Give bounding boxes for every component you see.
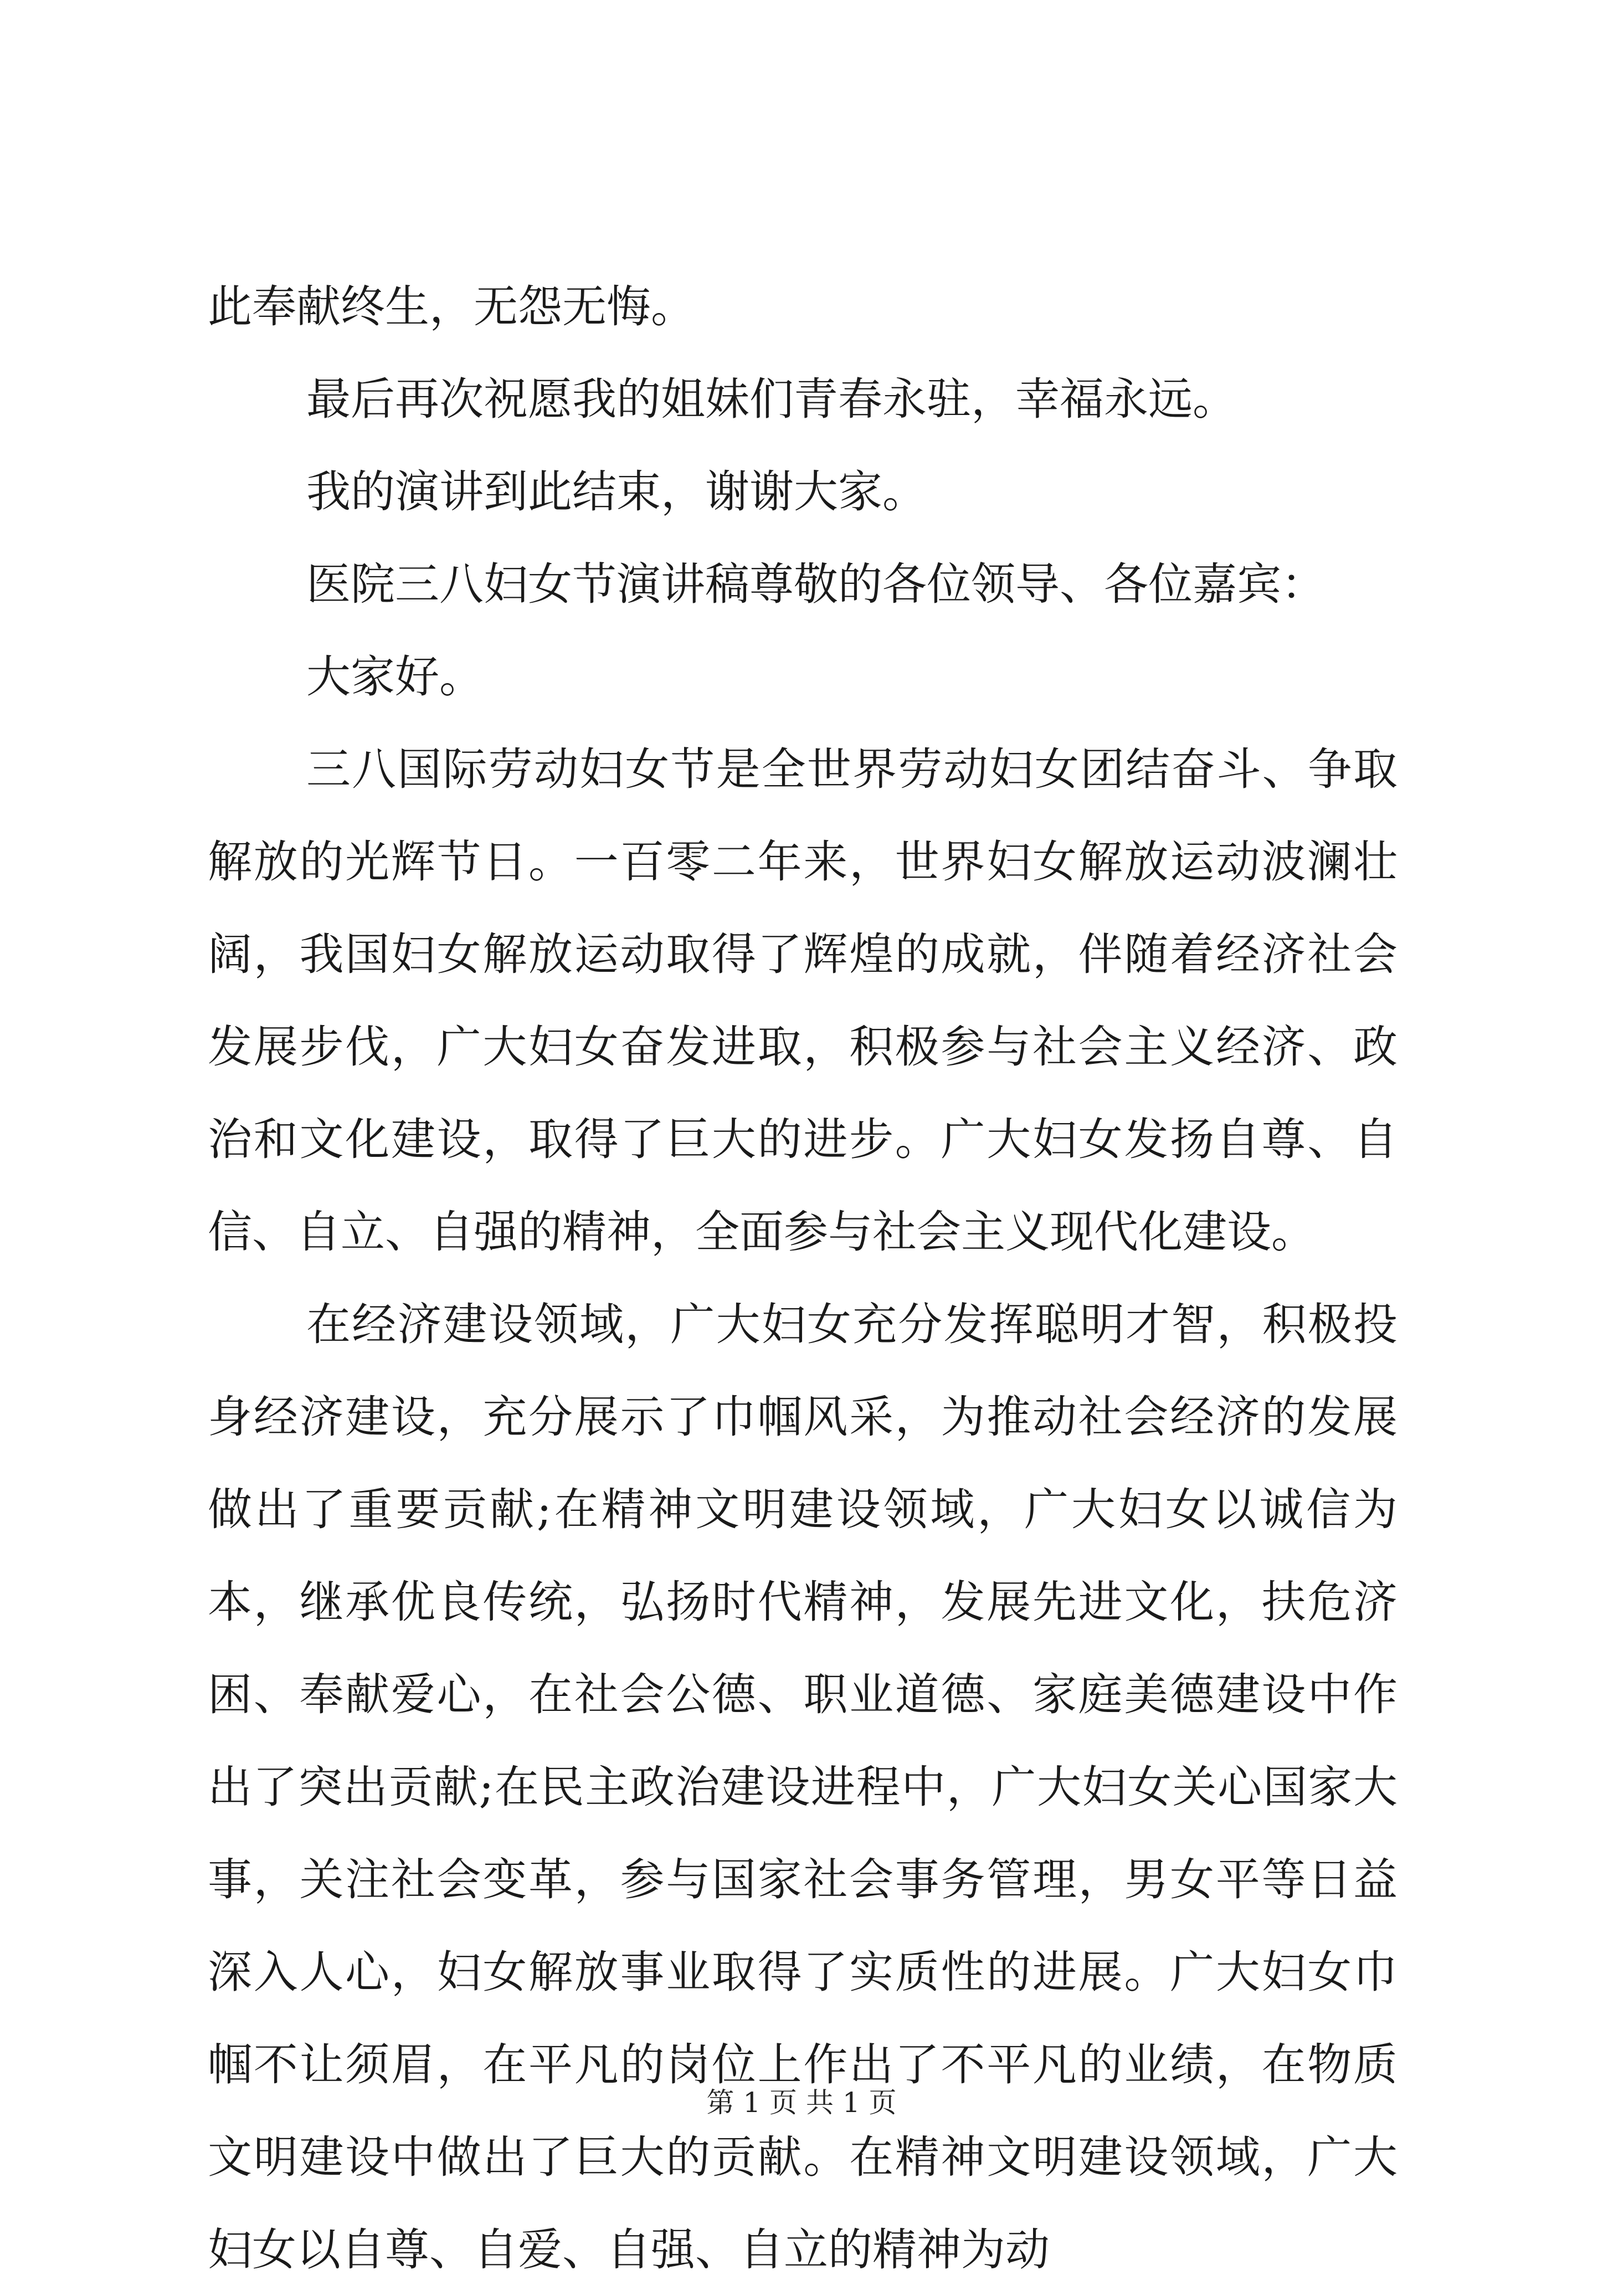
paragraph-continuation: 此奉献终生，无怨无悔。: [208, 281, 695, 332]
paragraph-womens-day-intro: 三八国际劳动妇女节是全世界劳动妇女团结奋斗、争取解放的光辉节日。一百零二年来，世界妇女解放运动波澜壮阔，我国妇女解放运动取得了辉煌的成就，伴随着经济社会发展步伐，广大妇女奋发进取，积极参与社会主义经济、政治和文化建设，取得了巨大的进步。广大妇女发扬自尊、自信、自立、自强的精神，全面参与社会主义现代化建设。: [208, 744, 1398, 1258]
paragraph-economic-contribution: 在经济建设领域，广大妇女充分发挥聪明才智，积极投身经济建设，充分展示了巾帼风采，为推动社会经济的发展做出了重要贡献;在精神文明建设领域，广大妇女以诚信为本，继承优良传统，弘扬时代精神，发展先进文化，扶危济困、奉献爱心，在社会公德、职业道德、家庭美德建设中作出了突出贡献;在民主政治建设进程中，广大妇女关心国家大事，关注社会变革，参与国家社会事务管理，男女平等日益深入人心，妇女解放事业取得了实质性的进展。广大妇女巾帼不让须眉，在平凡的岗位上作出了不平凡的业绩，在物质文明建设中做出了巨大的贡献。在精神文明建设领域，广大妇女以自尊、自爱、自强、自立的精神为动: [208, 1299, 1398, 2276]
paragraph-closing-wish: 最后再次祝愿我的姐妹们青春永驻，幸福永远。: [306, 373, 1237, 425]
paragraph-closing-thanks: 我的演讲到此结束，谢谢大家。: [306, 466, 927, 517]
page-footer: 第 1 页 共 1 页: [706, 2087, 897, 2119]
paragraph-speech-title-salutation: 医院三八妇女节演讲稿尊敬的各位领导、各位嘉宾：: [306, 558, 1325, 610]
document-body: [208, 260, 1398, 2296]
paragraph-greeting: 大家好。: [306, 651, 484, 703]
